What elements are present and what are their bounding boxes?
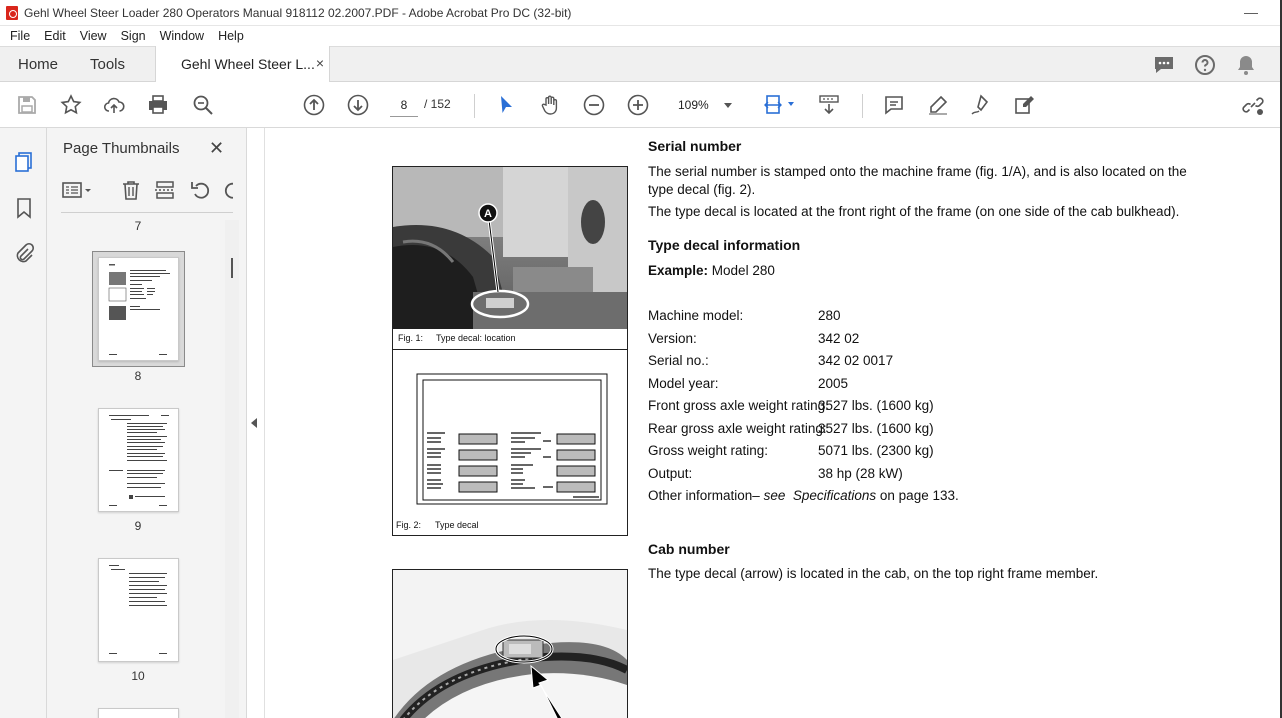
spec-label: Model year:: [648, 376, 719, 391]
menu-file[interactable]: File: [10, 29, 31, 43]
chevron-down-icon: [724, 103, 732, 108]
heading-serial-number: Serial number: [648, 138, 742, 154]
panel-title: Page Thumbnails: [63, 140, 180, 157]
other-info-suffix: on page 133.: [876, 488, 959, 503]
spec-label: Version:: [648, 331, 697, 346]
scroll-mode-icon[interactable]: [816, 92, 842, 118]
tab-document[interactable]: [155, 46, 330, 83]
rotate-left-icon[interactable]: [189, 178, 213, 204]
window-title: Gehl Wheel Steer Loader 280 Operators Manual 918112 02.2007.PDF - Adobe Acrobat Pro DC (32-bit): [24, 6, 572, 20]
zoom-dropdown[interactable]: [668, 93, 740, 117]
toolbar-separator: [862, 94, 863, 118]
menu-view[interactable]: View: [79, 29, 107, 43]
serial-paragraph-1b: type decal (fig. 2).: [648, 182, 756, 197]
thumbnail-label: 7: [134, 219, 142, 233]
zoom-search-icon[interactable]: [190, 92, 216, 118]
specifications-link[interactable]: Specifications: [792, 488, 877, 503]
example-value: Model 280: [711, 263, 775, 278]
minimize-button[interactable]: —: [1244, 4, 1258, 20]
spec-label: Serial no.:: [648, 353, 709, 368]
document-edge: [264, 128, 265, 718]
figure-2: [392, 350, 628, 536]
spec-label: Machine model:: [648, 308, 744, 323]
bookmarks-icon[interactable]: [12, 196, 36, 220]
spec-value: 3527 lbs. (1600 kg): [818, 421, 934, 436]
thumbnail-label: 8: [134, 369, 142, 383]
tab-bar: [0, 46, 1282, 82]
thumbnail-label: 10: [131, 669, 145, 683]
draw-signature-icon[interactable]: [968, 92, 994, 118]
figure-2-caption-number: Fig. 2:: [396, 520, 422, 530]
figure-3: [392, 569, 628, 718]
cloud-upload-icon[interactable]: [101, 92, 127, 118]
thumbnail-page-8[interactable]: [92, 251, 185, 367]
page-up-icon[interactable]: [301, 92, 327, 118]
page-number-input[interactable]: 8: [390, 93, 418, 117]
acrobat-icon: [6, 6, 18, 20]
menu-bar: [0, 26, 1282, 46]
thumbnail-scrollbar[interactable]: [225, 220, 239, 718]
spec-label: Rear gross axle weight rating:: [648, 421, 827, 436]
hand-tool-icon[interactable]: [537, 92, 563, 118]
example-label: Example:: [648, 263, 709, 278]
menu-sign[interactable]: Sign: [120, 29, 146, 43]
highlight-pen-icon[interactable]: [925, 92, 951, 118]
spec-value: 2005: [818, 376, 849, 391]
spec-value: 3527 lbs. (1600 kg): [818, 398, 934, 413]
thumbnail-toolbar: [61, 178, 233, 208]
figure-1-photo: [393, 167, 627, 329]
zoom-out-icon[interactable]: [581, 92, 607, 118]
serial-paragraph-2: The type decal is located at the front right of the frame (on one side of the cab bulkhead).: [648, 204, 1180, 219]
thumbnail-label: 9: [134, 519, 142, 533]
spec-value: 280: [818, 308, 841, 323]
thumbnail-page-10[interactable]: [98, 558, 179, 662]
other-info-see: see: [763, 488, 786, 503]
toolbar-separator: [474, 94, 475, 118]
spec-label: Output:: [648, 466, 693, 481]
zoom-value: 109%: [678, 98, 709, 112]
menu-edit[interactable]: Edit: [44, 29, 66, 43]
options-menu-icon[interactable]: [61, 178, 85, 204]
thumbnail-page-9[interactable]: [98, 408, 179, 512]
menu-help[interactable]: Help: [218, 29, 244, 43]
fit-dropdown-chevron-icon[interactable]: [788, 102, 794, 106]
tab-document-label: Gehl Wheel Steer L...: [181, 56, 315, 72]
figure-1-caption-number: Fig. 1:: [398, 333, 424, 343]
bookmark-star-icon[interactable]: [58, 92, 84, 118]
print-icon[interactable]: [145, 92, 171, 118]
thumbnail-page-11[interactable]: [98, 708, 179, 718]
page-thumbnails-icon[interactable]: [12, 150, 36, 174]
figure-1: [392, 166, 628, 350]
spec-label: Front gross axle weight rating:: [648, 398, 829, 413]
delete-page-icon[interactable]: [119, 178, 143, 204]
other-info-prefix: Other information–: [648, 488, 764, 503]
zoom-in-icon[interactable]: [625, 92, 651, 118]
heading-cab-number: Cab number: [648, 541, 730, 557]
figure-2-decal-drawing: [393, 350, 627, 520]
thumbnail-image: [98, 257, 179, 361]
panel-close-icon[interactable]: ✕: [209, 138, 225, 158]
spec-value: 342 02 0017: [818, 353, 894, 368]
main-toolbar: [0, 82, 1282, 128]
help-icon[interactable]: [1193, 53, 1217, 77]
bell-icon[interactable]: [1234, 53, 1258, 77]
attachments-icon[interactable]: [12, 242, 36, 266]
extract-page-icon[interactable]: [153, 178, 177, 204]
fit-page-icon[interactable]: [762, 92, 788, 118]
menu-window[interactable]: Window: [159, 29, 205, 43]
save-icon[interactable]: [14, 92, 40, 118]
page-total: / 152: [424, 97, 451, 111]
figure-3-photo: [393, 570, 627, 718]
figure-2-caption: Type decal: [435, 520, 479, 530]
cab-paragraph: The type decal (arrow) is located in the cab, on the top right frame member.: [648, 566, 1099, 581]
other-information-line: [648, 487, 959, 505]
fill-sign-icon[interactable]: [1012, 92, 1038, 118]
select-cursor-icon[interactable]: [493, 92, 519, 118]
navigation-rail: [0, 128, 47, 718]
figure-1-marker: A: [484, 208, 492, 220]
scrollbar-thumb[interactable]: [231, 258, 233, 278]
figure-1-caption: Type decal: location: [436, 333, 516, 343]
collapse-panel-icon[interactable]: [251, 418, 257, 428]
page-down-icon[interactable]: [345, 92, 371, 118]
add-comment-icon[interactable]: [881, 92, 907, 118]
spec-value: 342 02: [818, 331, 860, 346]
tab-home[interactable]: Home: [18, 56, 59, 73]
tab-close-icon[interactable]: ×: [315, 55, 324, 71]
document-view[interactable]: [264, 128, 1280, 718]
spec-value: 5071 lbs. (2300 kg): [818, 443, 934, 458]
share-link-icon[interactable]: [1240, 92, 1266, 118]
panel-divider: [61, 212, 233, 213]
heading-type-decal: Type decal information: [648, 237, 801, 253]
comment-icon[interactable]: [1152, 53, 1176, 77]
serial-paragraph-1: The serial number is stamped onto the machine frame (fig. 1/A), and is also located on the: [648, 164, 1187, 179]
example-line: [648, 262, 775, 280]
tab-tools[interactable]: Tools: [90, 56, 126, 73]
spec-label: Gross weight rating:: [648, 443, 769, 458]
rotate-right-icon[interactable]: [221, 178, 233, 204]
spec-value: 38 hp (28 kW): [818, 466, 903, 481]
title-bar: [0, 0, 1282, 26]
